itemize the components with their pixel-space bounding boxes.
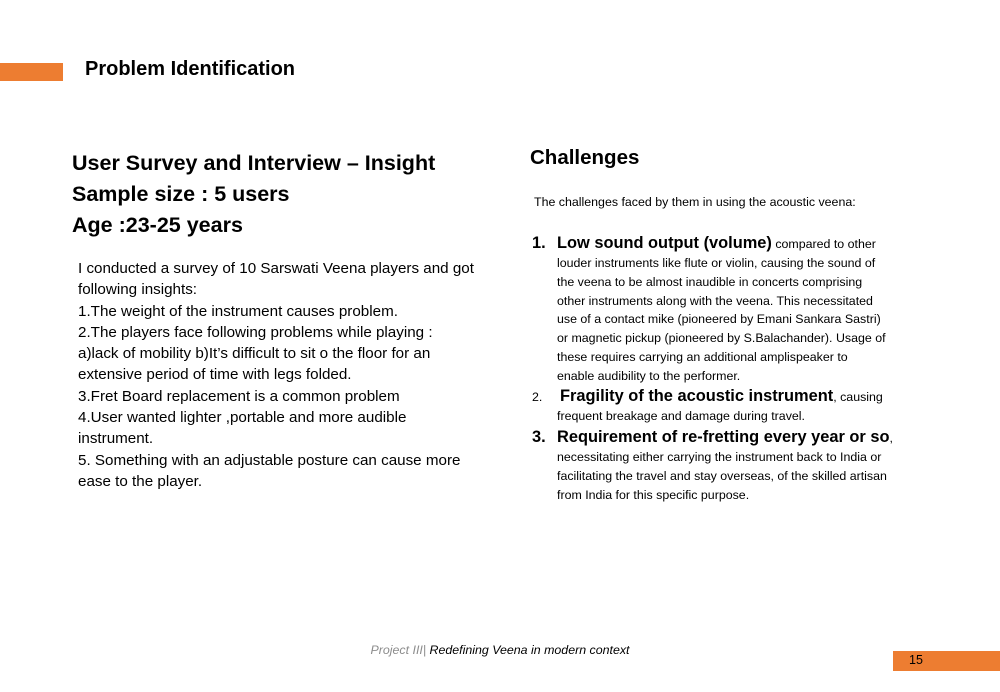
survey-sample-size: Sample size : 5 users	[72, 182, 290, 206]
survey-line: following insights:	[78, 281, 198, 299]
challenge-text: , causing	[833, 389, 883, 404]
challenge-text: these requires carrying an additional amplispeaker to	[557, 349, 848, 364]
challenges-title: Challenges	[530, 146, 640, 169]
challenges-list	[532, 232, 952, 505]
challenge-number: 3.	[532, 428, 546, 447]
challenge-text: other instruments along with the veena. This necessitated	[557, 293, 873, 308]
survey-heading-title: User Survey and Interview – Insight	[72, 151, 436, 175]
survey-line: instrument.	[78, 430, 154, 448]
survey-line: 4.User wanted lighter ,portable and more audible	[78, 409, 407, 427]
survey-line: 5. Something with an adjustable posture can cause more	[78, 451, 461, 469]
page-number-bar	[893, 651, 1000, 671]
survey-line: 3.Fret Board replacement is a common problem	[78, 387, 400, 405]
challenge-text: enable audibility to the performer.	[557, 368, 741, 383]
challenge-text: or magnetic pickup (pioneered by S.Balachander). Usage of	[557, 331, 886, 346]
survey-line: ease to the player.	[78, 472, 203, 490]
challenge-lead: Low sound output (volume)	[557, 234, 772, 252]
survey-line: 2.The players face following problems while playing :	[78, 323, 433, 341]
page-number: 15	[909, 653, 923, 667]
challenge-text: from India for this specific purpose.	[557, 487, 750, 502]
footer-project: Project III|	[370, 643, 427, 657]
challenge-text: the veena to be almost inaudible in concerts comprising	[557, 274, 863, 289]
survey-heading	[72, 148, 435, 241]
challenge-text: compared to other	[771, 237, 876, 251]
survey-line: I conducted a survey of 10 Sarswati Veena players and got	[78, 260, 474, 277]
survey-insights	[78, 258, 518, 492]
challenge-text: facilitating the travel and stay overseas, of the skilled artisan	[557, 469, 887, 484]
challenge-text: louder instruments like flute or violin, causing the sound of	[557, 256, 876, 270]
challenge-text: frequent breakage and damage during travel.	[557, 408, 805, 423]
survey-line: extensive period of time with legs folded.	[78, 366, 352, 384]
challenges-intro: The challenges faced by them in using the acoustic veena:	[534, 195, 856, 209]
header-accent-bar	[0, 63, 63, 81]
survey-line: 1.The weight of the instrument causes problem.	[78, 302, 398, 320]
challenge-text: necessitating either carrying the instrument back to India or	[557, 450, 882, 465]
page-title: Problem Identification	[85, 58, 296, 80]
challenge-item	[532, 426, 952, 504]
challenge-number: 2.	[532, 389, 543, 404]
challenge-text: ,	[889, 431, 893, 446]
challenge-number: 1.	[532, 234, 546, 252]
challenge-lead: Requirement of re-fretting every year or so	[557, 428, 890, 447]
challenge-lead: Fragility of the acoustic instrument	[560, 386, 834, 405]
challenge-item	[532, 232, 952, 386]
footer	[0, 643, 1000, 657]
footer-subtitle: Redefining Veena in modern context	[426, 643, 630, 657]
survey-line: a)lack of mobility b)It’s difficult to sit o the floor for an	[78, 345, 431, 363]
challenge-item	[532, 385, 952, 426]
survey-age: Age :23-25 years	[72, 213, 243, 237]
challenge-text: use of a contact mike (pioneered by Emani Sankara Sastri)	[557, 312, 881, 327]
